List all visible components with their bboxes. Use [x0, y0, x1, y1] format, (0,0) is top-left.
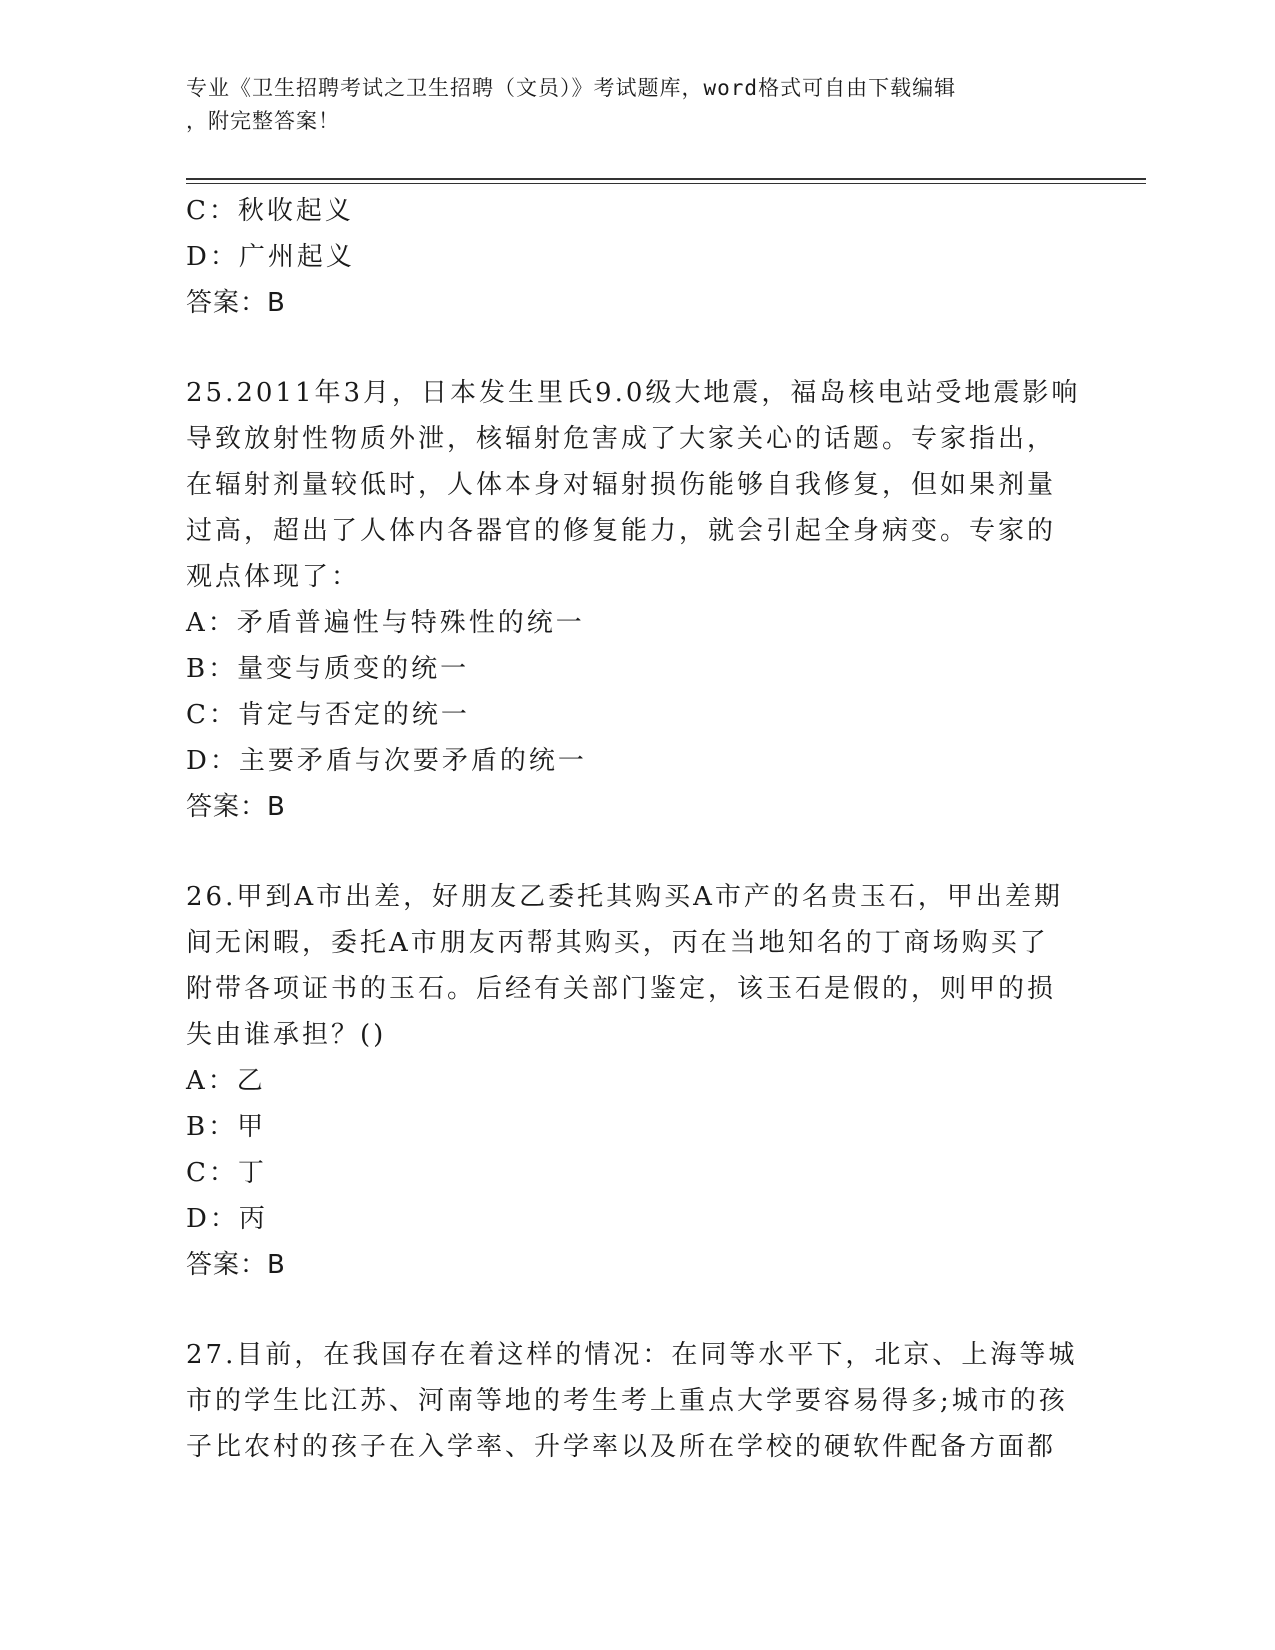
question-text-line: 在辐射剂量较低时，人体本身对辐射损伤能够自我修复，但如果剂量: [186, 470, 1057, 500]
question-text-line: 子比农村的孩子在入学率、升学率以及所在学校的硬软件配备方面都: [186, 1432, 1057, 1462]
answer-line: 答案：B: [186, 288, 286, 318]
option-c: C：肯定与否定的统一: [186, 700, 470, 730]
answer-line: 答案：B: [186, 792, 286, 822]
question-27: [186, 1332, 1086, 1470]
answer-line: 答案：B: [186, 1250, 286, 1280]
header-line-1: 专业《卫生招聘考试之卫生招聘（文员）》考试题库，word格式可自由下载编辑: [186, 76, 957, 100]
question-26: [186, 874, 1086, 1288]
document-body: [186, 188, 1086, 1470]
question-text-line: 市的学生比江苏、河南等地的考生考上重点大学要容易得多;城市的孩: [186, 1386, 1068, 1416]
question-text-line: 间无闲暇，委托A市朋友丙帮其购买，丙在当地知名的丁商场购买了: [186, 928, 1049, 958]
question-text-line: 观点体现了：: [186, 562, 361, 592]
option-a: A：矛盾普遍性与特殊性的统一: [186, 608, 585, 638]
option-d: D：广州起义: [186, 242, 355, 272]
question-text-line: 过高，超出了人体内各器官的修复能力，就会引起全身病变。专家的: [186, 516, 1057, 546]
option-b: B：量变与质变的统一: [186, 654, 470, 684]
document-header: [186, 72, 1086, 138]
question-text-line: 25.2011年3月，日本发生里氏9.0级大地震，福岛核电站受地震影响: [186, 378, 1081, 408]
question-25: [186, 370, 1086, 830]
option-a: A：乙: [186, 1066, 266, 1096]
option-d: D：丙: [186, 1204, 268, 1234]
question-text-line: 27.目前，在我国存在着这样的情况：在同等水平下，北京、上海等城: [186, 1340, 1078, 1370]
header-rule-thick: [186, 178, 1146, 180]
option-c: C：丁: [186, 1158, 267, 1188]
header-rule-thin: [186, 183, 1146, 184]
question-text-line: 附带各项证书的玉石。后经有关部门鉴定，该玉石是假的，则甲的损: [186, 974, 1057, 1004]
option-d: D：主要矛盾与次要矛盾的统一: [186, 746, 587, 776]
option-c: C：秋收起义: [186, 196, 354, 226]
question-text-line: 26.甲到A市出差，好朋友乙委托其购买A市产的名贵玉石，甲出差期: [186, 882, 1063, 912]
question-text-line: 导致放射性物质外泄，核辐射危害成了大家关心的话题。专家指出，: [186, 424, 1057, 454]
question-text-line: 失由谁承担？(): [186, 1020, 387, 1050]
question-24-tail: [186, 188, 1086, 326]
option-b: B：甲: [186, 1112, 267, 1142]
header-line-2: ，附完整答案！: [186, 109, 340, 133]
